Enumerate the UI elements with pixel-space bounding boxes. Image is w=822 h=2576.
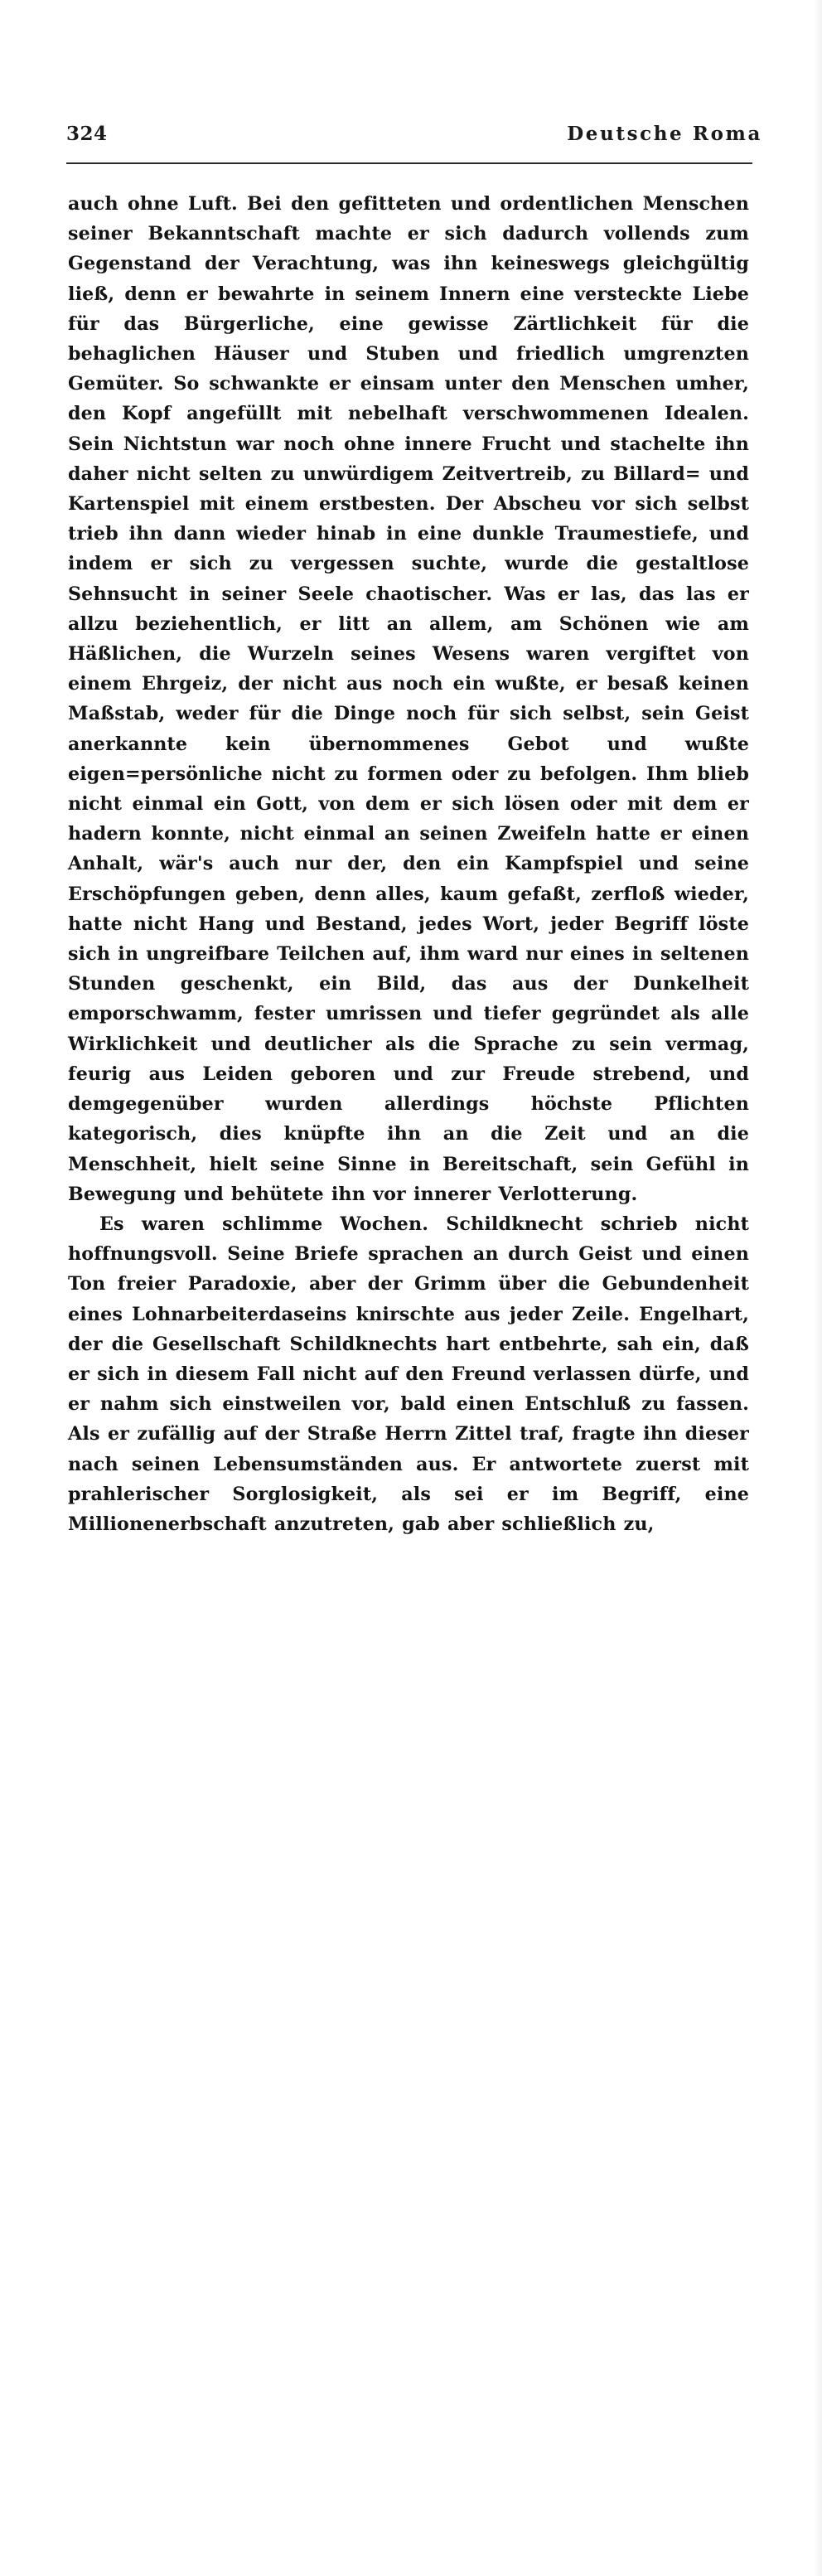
- running-title: Deutsche Roma: [567, 123, 762, 145]
- page-edge-shadow: [814, 0, 822, 2576]
- body-text: [68, 189, 749, 1539]
- paragraph: Es waren schlimme Wochen. Schildknecht schrieb nicht hoffnungsvoll. Seine Briefe sprachen an durch Geist und einen Ton freier Paradoxie, aber der Grimm über die Gebundenheit eines Lohnarbeiterdaseins knirschte aus jeder Zeile. Engelhart, der die Gesellschaft Schildknechts hart entbehrte, sah ein, daß er sich in diesem Fall nicht auf den Freund verlassen dürfe, und er nahm sich einstweilen vor, bald einen Entschluß zu fassen. Als er zufällig auf der Straße Herrn Zittel traf, fragte ihn dieser nach seinen Lebensumständen aus. Er antwortete zuerst mit prahlerischer Sorglosigkeit, als sei er im Begriff, eine Millionenerbschaft anzutreten, gab aber schließlich zu,: [68, 1213, 749, 1535]
- paragraph: auch ohne Luft. Bei den gefitteten und ordentlichen Menschen seiner Bekanntschaft machte er sich dadurch vollends zum Gegenstand der Verachtung, was ihn keineswegs gleichgültig ließ, denn er bewahrte in seinem Innern eine versteckte Liebe für das Bürgerliche, eine gewisse Zärtlichkeit für die behaglichen Häuser und Stuben und friedlich umgrenzten Gemüter. So schwankte er einsam unter den Menschen umher, den Kopf angefüllt mit nebelhaft verschwommenen Idealen. Sein Nichtstun war noch ohne innere Frucht und stachelte ihn daher nicht selten zu unwürdigem Zeitvertreib, zu Billard= und Kartenspiel mit einem erstbesten. Der Abscheu vor sich selbst trieb ihn dann wieder hinab in eine dunkle Traumestiefe, und indem er sich zu vergessen suchte, wurde die gestaltlose Sehnsucht in seiner Seele chaotischer. Was er las, das las er allzu beziehentlich, er litt an allem, am Schönen wie am Häßlichen, die Wurzeln seines Wesens waren vergiftet von einem Ehrgeiz, der nicht aus noch ein wußte, er besaß keinen Maßstab, weder für die Dinge noch für sich selbst, sein Geist anerkannte kein übernommenes Gebot und wußte eigen=persönliche nicht zu formen oder zu befolgen. Ihm blieb nicht einmal ein Gott, von dem er sich lösen oder mit dem er hadern konnte, nicht einmal an seinen Zweifeln hatte er einen Anhalt, wär's auch nur der, den ein Kampfspiel und seine Erschöpfungen geben, denn alles, kaum gefaßt, zerfloß wieder, hatte nicht Hang und Bestand, jedes Wort, jeder Begriff löste sich in ungreifbare Teilchen auf, ihm ward nur eines in seltenen Stunden geschenkt, ein Bild, das aus der Dunkelheit emporschwamm, fester umrissen und tiefer gegründet als alle Wirklichkeit und deutlicher als die Sprache zu sein vermag, feurig aus Leiden geboren und zur Freude strebend, und demgegenüber wurden allerdings höchste Pflichten kategorisch, dies knüpfte ihn an die Zeit und an die Menschheit, hielt seine Sinne in Bereitschaft, sein Gefühl in Bewegung und behütete ihn vor innerer Verlotterung.: [68, 193, 749, 1205]
- header-rule: [66, 162, 752, 164]
- page-number: 324: [66, 123, 108, 145]
- page-header: [66, 123, 762, 145]
